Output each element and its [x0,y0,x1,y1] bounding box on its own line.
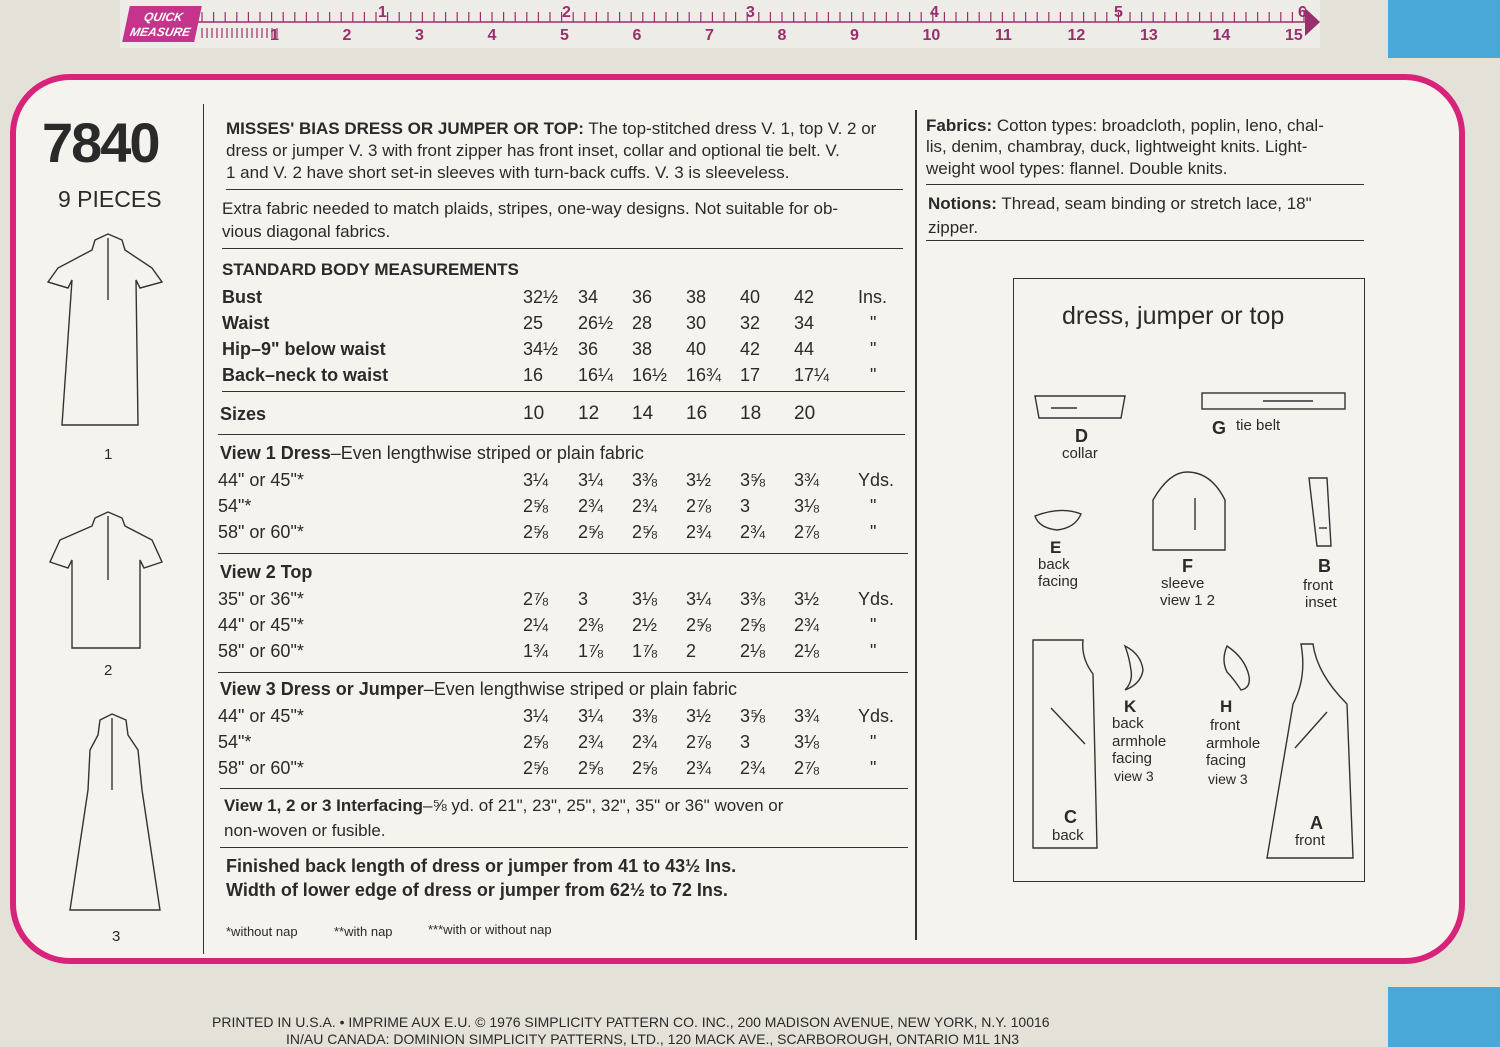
measurement-value: 16¼ [578,365,614,385]
piece-f-name2: view 1 2 [1160,592,1216,609]
interfacing-line-2: non-woven or fusible. [224,821,386,840]
printed-line-2: IN/AU CANADA: DOMINION SIMPLICITY PATTERNS, LTD., 120 MACK AVE., SCARBOROUGH, ONTARIO M1L 1N3 [286,1031,1020,1047]
yardage-unit: " [870,732,877,752]
yardage-width-label: 44" or 45"* [218,615,304,635]
yardage-value: 1⅞ [632,641,658,661]
divider [226,189,903,190]
yardage-value: 2⅝ [740,615,766,635]
yardage-value: 3⅜ [632,706,658,726]
ruler-cm-number: 10 [922,27,941,44]
measurement-value: 38 [632,339,653,359]
yardage-value: 2⅞ [794,758,820,778]
piece-c-letter: C [1064,807,1077,827]
yardage-value: 2¾ [740,758,766,778]
ruler-inch-number: 6 [1298,4,1307,21]
yardage-unit: " [870,615,877,635]
yardage-value: 3½ [794,589,820,609]
size-value: 20 [794,403,816,424]
yardage-width-label: 58" or 60"* [218,758,304,778]
notions-text-1: Thread, seam binding or stretch lace, 18" [1001,194,1312,213]
fabrics-label: Fabrics: [926,116,993,135]
ruler-cm-number: 7 [705,27,714,44]
yardage-value: 1¾ [523,641,549,661]
measurement-value: 44 [794,339,815,359]
yardage-value: 3⅛ [794,496,820,516]
piece-b-letter: B [1318,556,1331,576]
ruler-inch-number: 5 [1114,4,1123,21]
divider [926,240,1364,241]
ruler-cm-number: 12 [1067,27,1086,44]
yardage-value: 2⅝ [686,615,712,635]
piece-h-armhole-shape [1224,646,1249,690]
measurement-value: 16¾ [686,365,722,385]
measurement-value: 17 [740,365,761,385]
piece-k-name4: view 3 [1114,768,1154,784]
yardage-value: 3¾ [794,706,820,726]
piece-d-collar-shape [1035,396,1125,418]
description-heading: MISSES' BIAS DRESS OR JUMPER OR TOP: [226,119,584,138]
description-line-1 [226,119,876,139]
yardage-value: 2¾ [686,522,712,542]
piece-e-name1: back [1038,556,1070,573]
measurement-label: Back–neck to waist [222,365,389,385]
piece-h-name1: front [1210,717,1241,734]
measurement-label: Waist [222,313,270,333]
view-title: View 1 Dress [220,443,331,463]
yardage-value: 2¾ [632,732,658,752]
view-2-sketch [50,512,162,648]
measurement-value: 34 [794,313,815,333]
yardage-value: 3 [740,732,751,752]
description-line-2: dress or jumper V. 3 with front zipper has front inset, collar and optional tie belt. V. [226,141,840,160]
footnote-without-nap: *without nap [226,924,298,939]
measurement-value: 34 [578,287,599,307]
piece-e-name2: facing [1038,573,1079,590]
quick-measure-ruler [120,0,1320,48]
yardage-value: 2⅝ [523,522,549,542]
divider [220,847,908,848]
notions-line-1 [928,194,1312,214]
view-title: View 2 Top [220,562,313,582]
size-value: 12 [578,403,600,424]
view-heading [220,679,737,700]
extra-fabric-line-2: vious diagonal fabrics. [222,222,391,241]
measurement-value: 17¼ [794,365,830,385]
yardage-value: 3⅜ [740,589,766,609]
description-text-1: The top-stitched dress V. 1, top V. 2 or [588,119,877,138]
yardage-width-label: 35" or 36"* [218,589,304,609]
sizes-label: Sizes [220,404,267,424]
blue-corner-tab-bottom [1388,987,1500,1047]
view-number-2: 2 [104,662,113,679]
yardage-value: 2⅝ [523,758,549,778]
divider [218,434,905,435]
view-subtitle: –Even lengthwise striped or plain fabric [330,443,644,463]
footnote-with-or-without-nap: ***with or without nap [428,922,552,937]
view-heading [220,443,644,464]
yardage-width-label: 58" or 60"* [218,641,304,661]
ruler-cm-number: 5 [560,27,569,44]
piece-f-letter: F [1182,556,1193,576]
ruler-cm-number: 2 [342,27,352,44]
printed-line-1: PRINTED IN U.S.A. • IMPRIME AUX E.U. © 1976 SIMPLICITY PATTERN CO. INC., 200 MADISON AVENUE, NEW YORK, N.Y. 10016 [212,1014,1050,1030]
pattern-number: 7840 [42,111,159,174]
yardage-width-label: 44" or 45"* [218,706,304,726]
yardage-value: 2⅝ [632,522,658,542]
yardage-unit: " [870,641,877,661]
piece-e-back-facing-shape [1035,510,1081,530]
view-heading [220,562,312,583]
piece-g-name: tie belt [1236,417,1281,434]
yardage-value: 2⅝ [523,496,549,516]
yardage-value: 3¼ [523,470,549,490]
yardage-value: 2¾ [740,522,766,542]
yardage-value: 2⅞ [686,496,712,516]
yardage-value: 3 [578,589,589,609]
yardage-unit: " [870,758,877,778]
yardage-value: 3⅝ [740,470,766,490]
measurement-unit: " [870,339,877,359]
measurement-value: 40 [740,287,761,307]
yardage-value: 2⅛ [740,641,766,661]
yardage-value: 3¼ [578,470,604,490]
piece-b-front-inset-shape [1309,478,1331,546]
pieces-count: 9 PIECES [58,186,162,212]
footnote-with-nap: **with nap [334,924,393,939]
divider [218,553,908,554]
interfacing-line-1 [224,796,783,816]
piece-d-letter: D [1075,426,1088,446]
yardage-value: 3⅛ [632,589,658,609]
piece-d-name: collar [1062,445,1098,462]
fabrics-text-1: Cotton types: broadcloth, poplin, leno, chal- [996,116,1324,135]
divider [218,672,908,673]
ruler-cm-number: 14 [1212,27,1231,44]
measurement-value: 38 [686,287,707,307]
measurement-value: 32½ [523,287,559,307]
right-divider [915,110,917,940]
piece-h-letter: H [1220,697,1233,716]
measurements-heading: STANDARD BODY MEASUREMENTS [222,260,519,279]
view-1-sketch [48,234,162,425]
piece-a-name: front [1295,832,1326,849]
ruler-cm-number: 1 [270,27,279,44]
yardage-value: 2⅝ [523,732,549,752]
yardage-value: 3⅜ [632,470,658,490]
piece-h-name2: armhole [1206,735,1261,752]
interfacing-text: –⅝ yd. of 21", 23", 25", 32", 35" or 36" woven or [423,796,784,815]
piece-k-name1: back [1112,715,1144,732]
view-number-3: 3 [112,928,121,945]
description-line-3: 1 and V. 2 have short set-in sleeves with turn-back cuffs. V. 3 is sleeveless. [226,163,790,182]
yardage-unit: Yds. [858,589,895,609]
piece-b-name1: front [1303,577,1334,594]
yardage-value: 2 [686,641,697,661]
ruler-cm-number: 11 [995,27,1012,44]
yardage-value: 3⅝ [740,706,766,726]
yardage-value: 2¾ [794,615,820,635]
yardage-value: 2¾ [632,496,658,516]
finished-width: Width of lower edge of dress or jumper from 62½ to 72 Ins. [226,880,728,900]
measurement-value: 32 [740,313,761,333]
yardage-value: 2¼ [523,615,549,635]
piece-h-name3: facing [1206,752,1247,769]
ruler-cm-number: 15 [1285,27,1303,44]
measurement-unit: " [870,313,877,333]
quick-measure-label: QUICK MEASURE [122,6,202,42]
yardage-width-label: 54"* [218,732,252,752]
measurement-value: 36 [632,287,653,307]
measurement-value: 16½ [632,365,668,385]
yardage-value: 3½ [686,706,712,726]
yardage-value: 3¼ [686,589,712,609]
piece-f-sleeve-shape [1153,472,1225,550]
yardage-value: 2¾ [578,496,604,516]
yardage-value: 2½ [632,615,658,635]
blue-corner-tab-top [1388,0,1500,58]
yardage-value: 3⅛ [794,732,820,752]
measurement-value: 30 [686,313,707,333]
yardage-value: 2⅞ [523,589,549,609]
yardage-value: 2¾ [686,758,712,778]
measurement-value: 16 [523,365,544,385]
yardage-unit: Yds. [858,470,895,490]
measurement-value: 26½ [578,313,614,333]
measurement-value: 34½ [523,339,559,359]
ruler-cm-number: 9 [850,27,859,44]
ruler-cm-number: 3 [415,27,424,44]
yardage-value: 2⅛ [794,641,820,661]
yardage-value: 3¼ [523,706,549,726]
extra-fabric-line-1: Extra fabric needed to match plaids, stripes, one-way designs. Not suitable for ob- [222,199,839,218]
piece-g-letter: G [1212,418,1227,438]
size-value: 18 [740,403,762,424]
yardage-value: 3 [740,496,751,516]
ruler-inch-number: 3 [746,4,755,21]
view-title: View 3 Dress or Jumper [220,679,424,699]
piece-a-letter: A [1310,813,1323,833]
divider [926,184,1364,185]
measurement-unit: Ins. [858,287,888,307]
ruler-cm-number: 8 [777,27,787,44]
left-divider [203,104,204,954]
ruler-inch-number: 2 [562,4,571,21]
piece-f-name1: sleeve [1161,575,1205,592]
divider [222,391,905,392]
ruler-cm-number: 4 [487,27,497,44]
view-number-1: 1 [104,446,113,463]
yardage-unit: " [870,496,877,516]
view-sketches [40,230,180,950]
measurement-label: Hip–9" below waist [222,339,386,359]
piece-b-name2: inset [1305,594,1337,611]
yardage-value: 1⅞ [578,641,604,661]
fabrics-line-3: weight wool types: flannel. Double knits. [926,159,1228,178]
yardage-value: 2¾ [578,732,604,752]
notions-line-2: zipper. [928,218,979,237]
divider [222,248,903,249]
yardage-value: 2⅝ [578,758,604,778]
yardage-value: 3¾ [794,470,820,490]
ruler-cm-number: 13 [1140,27,1158,44]
fabrics-line-2: lis, denim, chambray, duck, lightweight knits. Light- [926,137,1308,156]
yardage-value: 2⅝ [578,522,604,542]
yardage-value: 3½ [686,470,712,490]
fabrics-line-1 [926,116,1324,136]
yardage-width-label: 54"* [218,496,252,516]
piece-k-name2: armhole [1112,733,1167,750]
measurement-value: 28 [632,313,653,333]
divider [220,788,908,789]
measurement-unit: " [870,365,877,385]
pieces-diagram-title: dress, jumper or top [1062,302,1285,330]
piece-k-letter: K [1124,697,1137,716]
interfacing-title: View 1, 2 or 3 Interfacing [224,796,424,815]
measurement-value: 40 [686,339,707,359]
piece-e-letter: E [1050,538,1062,557]
measurement-value: 42 [794,287,815,307]
piece-k-armhole-shape [1125,646,1143,690]
size-value: 10 [523,403,545,424]
measurement-value: 42 [740,339,761,359]
yardage-unit: " [870,522,877,542]
piece-k-name3: facing [1112,750,1153,767]
ruler-inch-number: 1 [378,4,387,21]
piece-h-name4: view 3 [1208,771,1248,787]
yardage-value: 2⅞ [686,732,712,752]
yardage-width-label: 58" or 60"* [218,522,304,542]
ruler-inch-number: 4 [930,4,939,21]
yardage-value: 3¼ [578,706,604,726]
size-value: 16 [686,403,708,424]
measurement-value: 25 [523,313,544,333]
measurement-label: Bust [222,287,262,307]
size-value: 14 [632,403,654,424]
piece-c-name: back [1052,827,1084,844]
yardage-unit: Yds. [858,706,895,726]
ruler-cm-number: 6 [632,27,642,44]
measurement-value: 36 [578,339,599,359]
yardage-value: 2⅜ [578,615,604,635]
view-3-sketch [70,714,160,910]
notions-label: Notions: [928,194,997,213]
view-subtitle: –Even lengthwise striped or plain fabric [423,679,737,699]
finished-length: Finished back length of dress or jumper from 41 to 43½ Ins. [226,856,737,876]
yardage-width-label: 44" or 45"* [218,470,304,490]
yardage-value: 2⅞ [794,522,820,542]
yardage-value: 2⅝ [632,758,658,778]
